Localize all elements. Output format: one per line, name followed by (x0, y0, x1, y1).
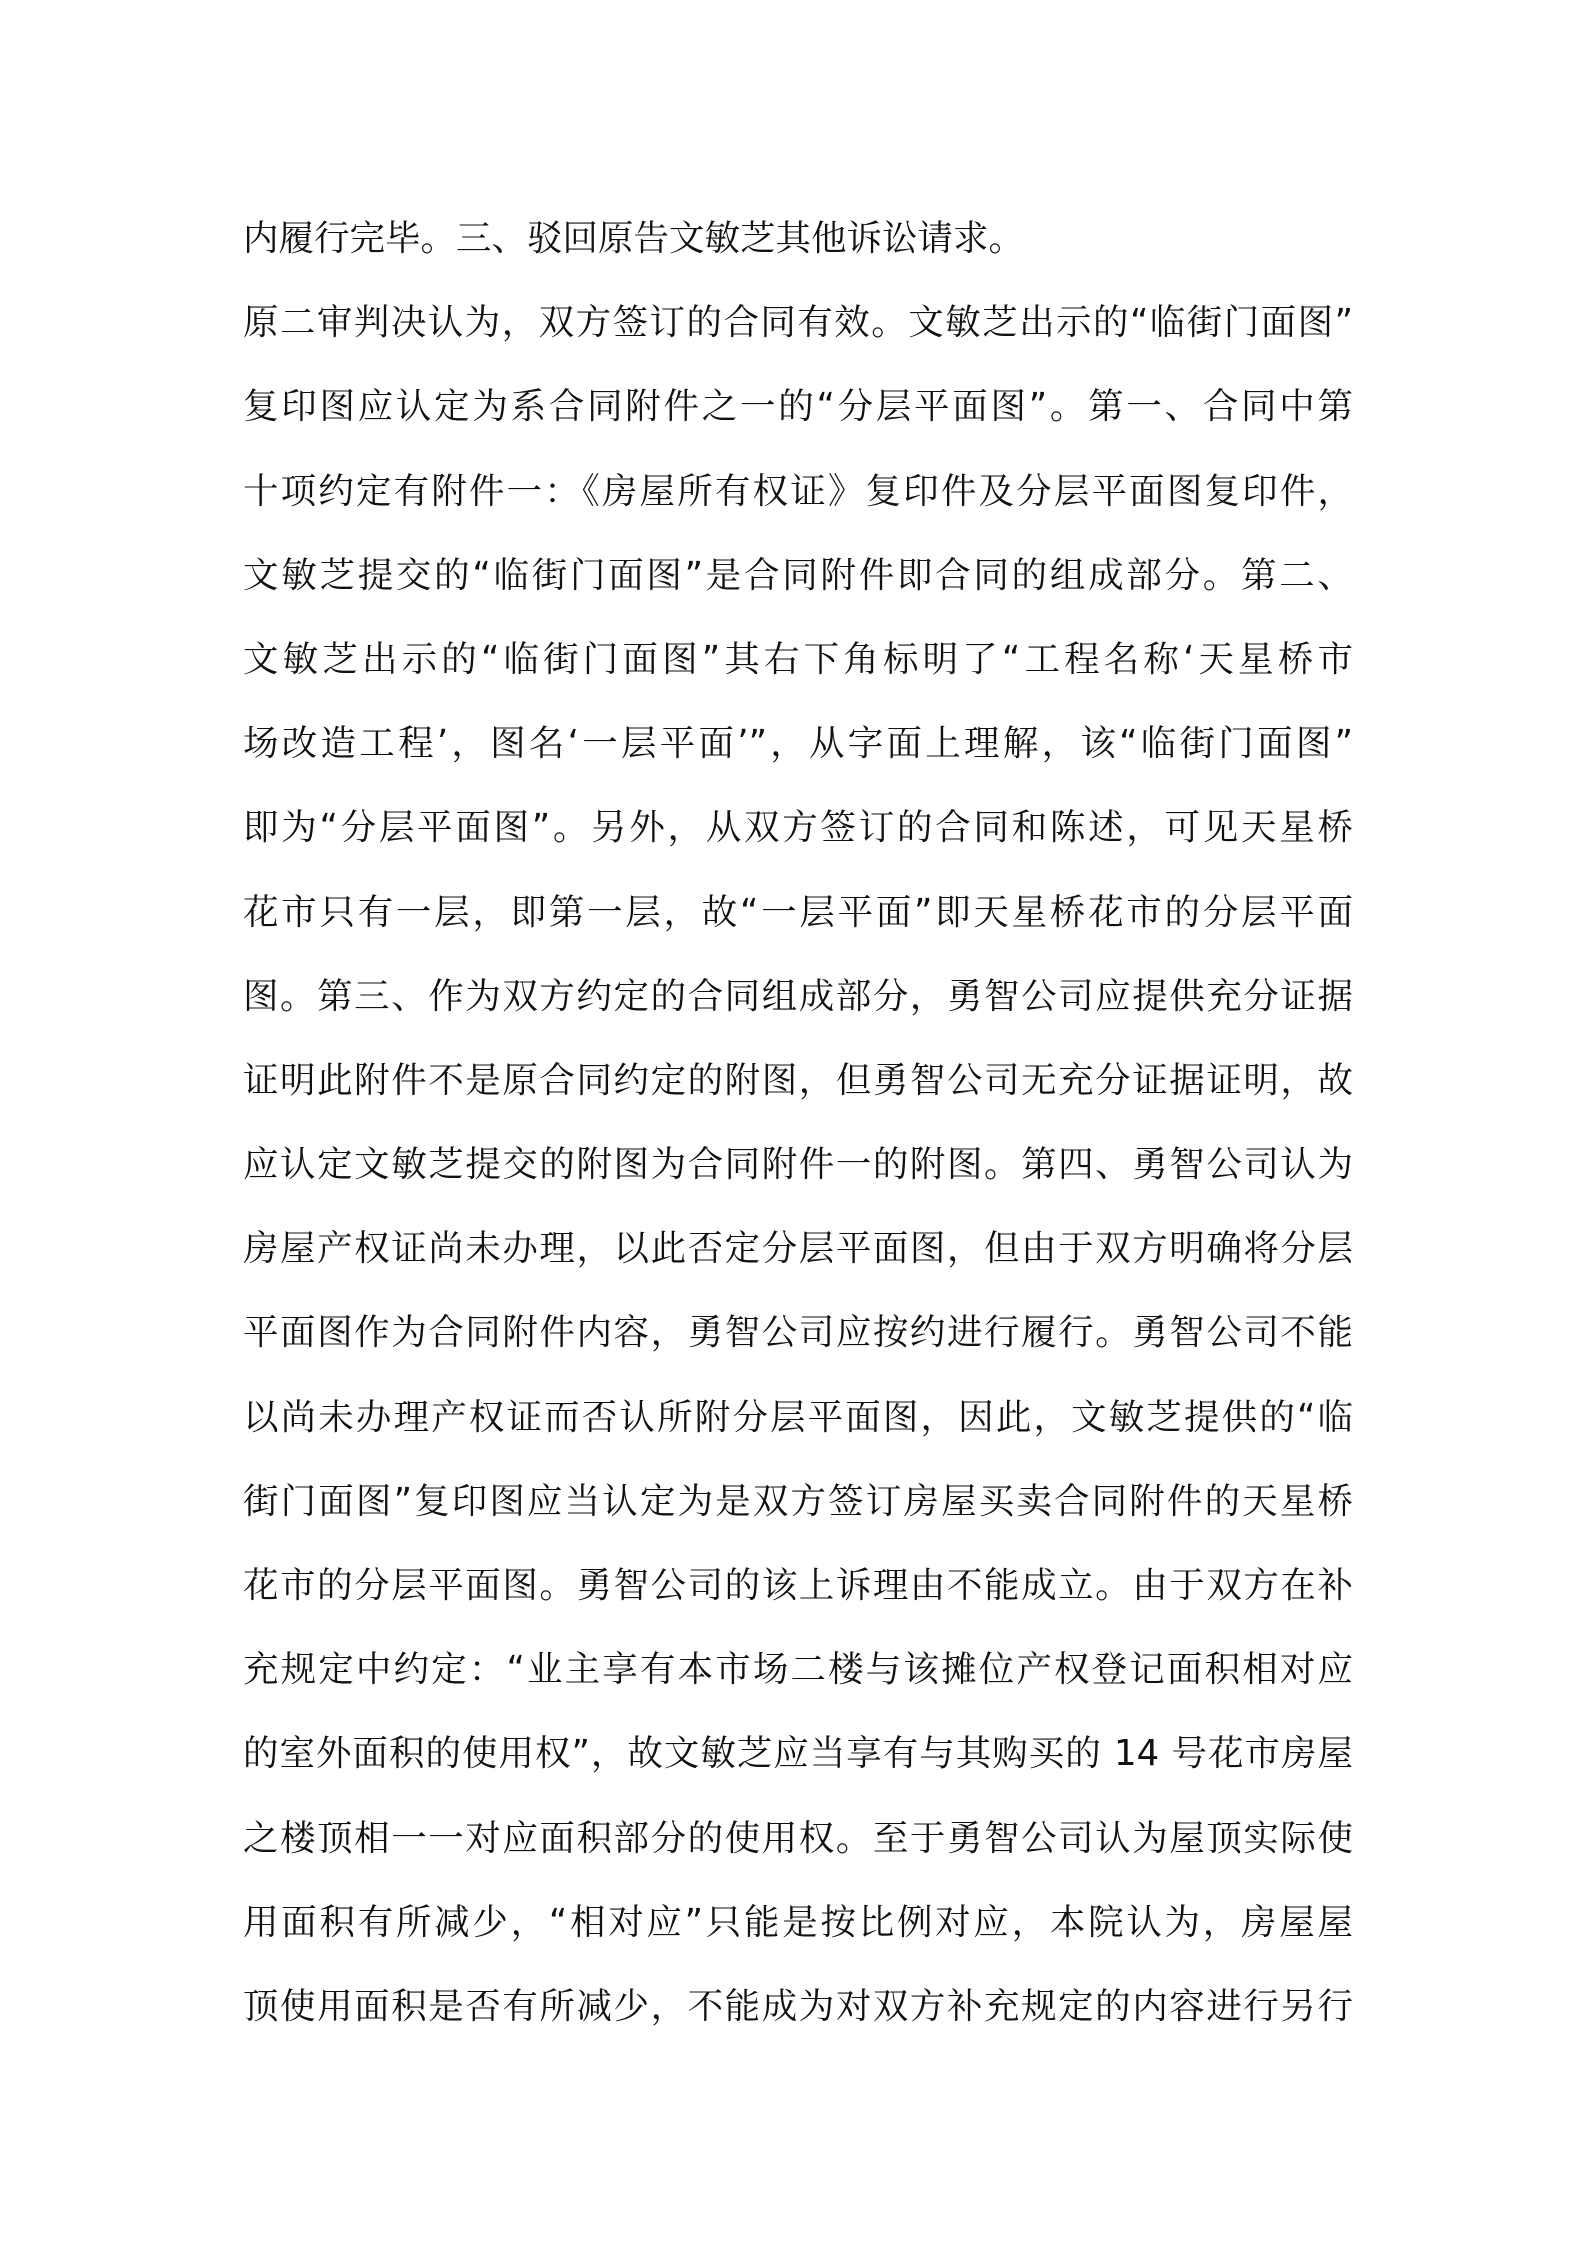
text-line: 充规定中约定：“业主享有本市场二楼与该摊位产权登记面积相对应 (243, 1649, 1353, 1691)
text-line: 顶使用面积是否有所减少，不能成为对双方补充规定的内容进行另行 (243, 1985, 1353, 2027)
text-line: 的室外面积的使用权”，故文敏芝应当享有与其购买的 14 号花市房屋 (243, 1733, 1353, 1775)
text-line: 即为“分层平面图”。另外，从双方签订的合同和陈述，可见天星桥 (243, 807, 1353, 849)
text-line: 证明此附件不是原合同约定的附图，但勇智公司无充分证据证明，故 (243, 1059, 1353, 1101)
text-line: 花市只有一层，即第一层，故“一层平面”即天星桥花市的分层平面 (243, 891, 1353, 933)
text-line: 应认定文敏芝提交的附图为合同附件一的附图。第四、勇智公司认为 (243, 1144, 1353, 1186)
document-body (243, 197, 1353, 2049)
text-line: 房屋产权证尚未办理，以此否定分层平面图，但由于双方明确将分层 (243, 1228, 1353, 1270)
text-line: 文敏芝提交的“临街门面图”是合同附件即合同的组成部分。第二、 (243, 554, 1353, 596)
text-line: 内履行完毕。三、驳回原告文敏芝其他诉讼请求。 (243, 218, 1025, 259)
text-line: 街门面图”复印图应当认定为是双方签订房屋买卖合同附件的天星桥 (243, 1480, 1353, 1522)
text-line: 原二审判决认为，双方签订的合同有效。文敏芝出示的“临街门面图” (243, 302, 1353, 344)
text-line: 文敏芝出示的“临街门面图”其右下角标明了“工程名称‘天星桥市 (243, 638, 1353, 680)
text-line: 花市的分层平面图。勇智公司的该上诉理由不能成立。由于双方在补 (243, 1565, 1353, 1606)
text-line: 十项约定有附件一：《房屋所有权证》复印件及分层平面图复印件， (243, 470, 1353, 512)
text-line: 场改造工程’，图名‘一层平面’”，从字面上理解，该“临街门面图” (243, 723, 1353, 765)
text-line: 之楼顶相一一对应面积部分的使用权。至于勇智公司认为屋顶实际使 (243, 1817, 1353, 1859)
text-line: 图。第三、作为双方约定的合同组成部分，勇智公司应提供充分证据 (243, 975, 1353, 1017)
text-line: 以尚未办理产权证而否认所附分层平面图，因此，文敏芝提供的“临 (243, 1396, 1353, 1438)
text-line: 用面积有所减少，“相对应”只能是按比例对应，本院认为，房屋屋 (243, 1901, 1353, 1943)
text-line: 平面图作为合同附件内容，勇智公司应按约进行履行。勇智公司不能 (243, 1312, 1353, 1354)
text-line: 复印图应认定为系合同附件之一的“分层平面图”。第一、合同中第 (243, 386, 1353, 428)
